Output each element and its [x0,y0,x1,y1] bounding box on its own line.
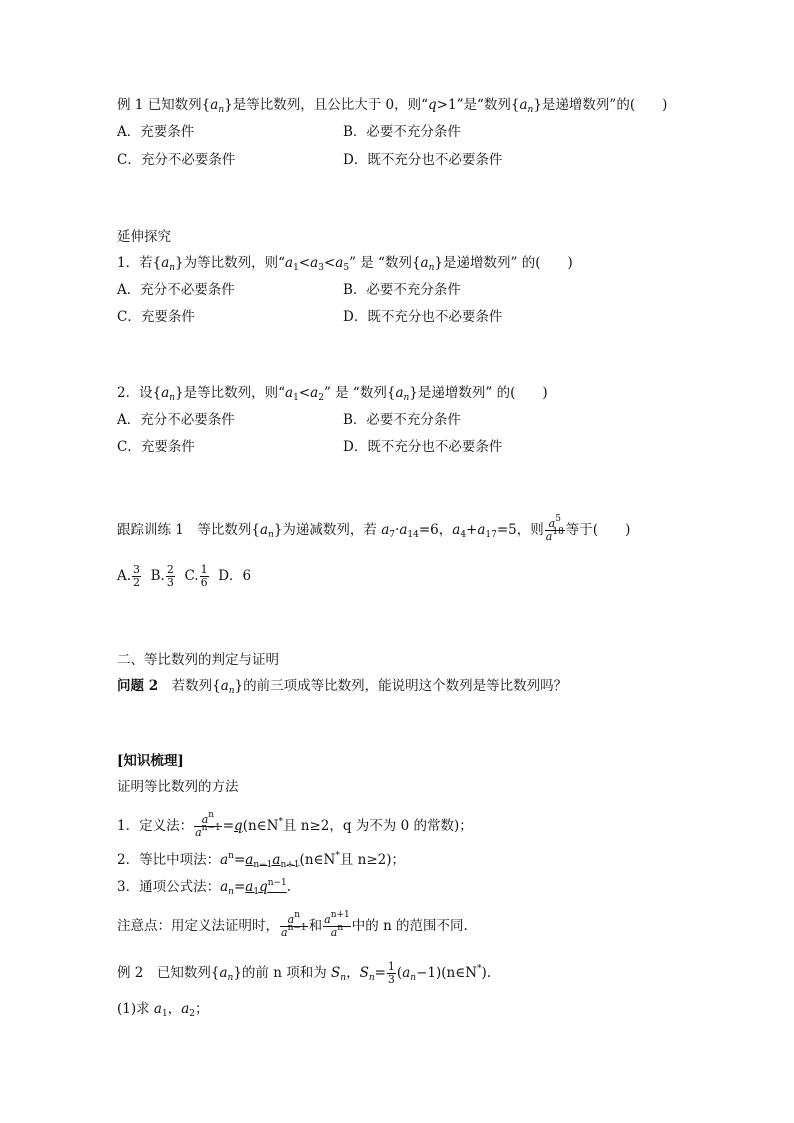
fraction: $\frac{a^5}{a^{18}}$ [545,514,564,543]
extension-question-2: 2．设$\{a_n\}$是等比数列，则“$a_1<a_2$” 是 “数列$\{a_n\}$是递增数列” 的( ) [117,385,548,403]
tracking-exercise-1: 跟踪训练 1 等比数列$\{a_n\}$为递减数列，若 $a_7\cdot a_{14}=6$，$a_4+a_{17}=5$，则 $\frac{a^5}{a^{18}}$ 等于( ) [117,514,631,543]
example-2-stem: 例 2 已知数列$\{a_n\}$的前 n 项和为 $S_n$，$S_n=$ $\frac{1}{3}$ $(a_n-1)(n\in N^*)$. [117,960,492,986]
option-d: D．既不充分也不必要条件 [343,439,503,455]
option-a: A．充分不必要条件 [117,412,235,428]
option-a: A．充要条件 [117,124,195,140]
option-c: C．充要条件 [117,439,195,455]
knowledge-tag: [知识梳理] [117,753,184,769]
question-2: 问题 2 若数列$\{a_n\}$的前三项成等比数列，能说明这个数列是等比数列吗？ [117,678,568,696]
extension-question-1: 1．若$\{a_n\}$为等比数列，则“$a_1<a_3<a_5$” 是 “数列$\{a_n\}$是递增数列” 的( ) [117,255,573,273]
option-d: D．既不充分也不必要条件 [343,152,503,168]
section-heading: 二、等比数列的判定与证明 [117,652,279,668]
example-2-part-1: (1)求 $a_1$，$a_2$； [117,1001,209,1019]
section-title-extension: 延伸探究 [117,229,171,245]
method-geometric-mean: 2．等比中项法：$a^n=a_{n-1}a_{n+1}(n\in N^*$且 n≥2)； [117,851,405,870]
option-d: D．既不充分也不必要条件 [343,309,503,325]
option-b: B．必要不充分条件 [343,124,461,140]
option-b: B．必要不充分条件 [343,282,461,298]
tracking-options: A. $\frac{3}{2}$ B. $\frac{2}{3}$ C. $\frac{1}{6}$ D．6 [117,563,252,589]
example-label: 例 1 [117,97,144,113]
note: 注意点：用定义法证明时， $\frac{a^n}{a^{n-1}}$ 和 $\frac{a^{n+1}}{a^n}$ 中的 n 的范围不同. [117,910,468,939]
method-definition: 1．定义法： $\frac{a^n}{a^{n-1}}$ =q(n∈N*且 n≥2，q 为不为 0 的常数)； [117,810,473,839]
option-c: C．充要条件 [117,309,195,325]
method-general-formula: 3．通项公式法：$a_n=a_1q^{n-1}$. [117,878,292,897]
knowledge-title: 证明等比数列的方法 [117,779,239,795]
option-c: C．充分不必要条件 [117,152,236,168]
option-a: A．充分不必要条件 [117,282,235,298]
option-b: B．必要不充分条件 [343,412,461,428]
example-1-stem: 例 1 已知数列$\{a_n\}$是等比数列，且公比大于 0，则“q>1”是“数列$\{a_n\}$是递增数列”的( ) [117,97,668,115]
